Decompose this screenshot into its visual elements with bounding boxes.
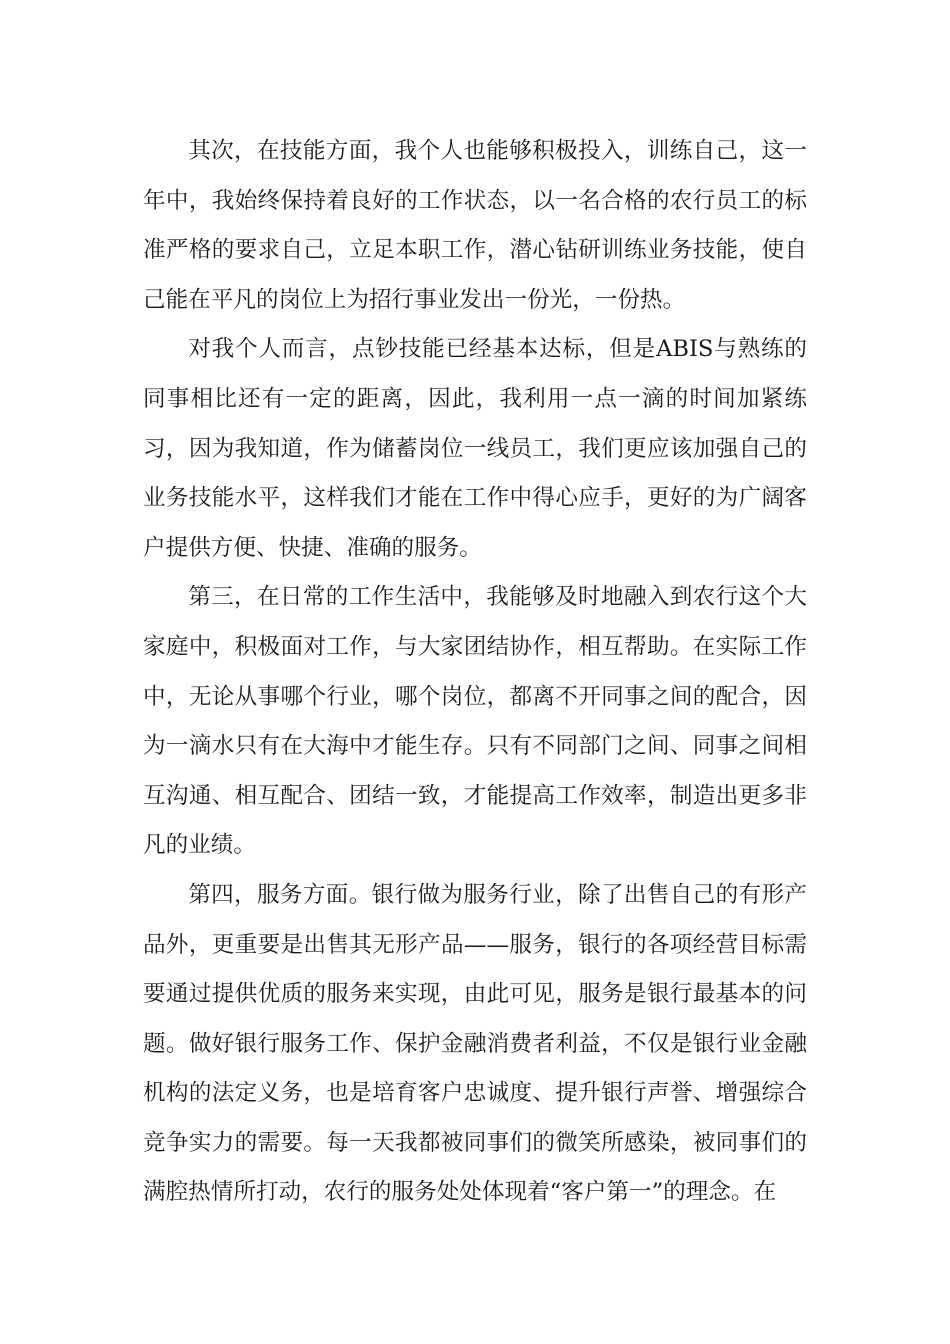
document-body [143, 127, 807, 1218]
paragraph-counting-skills: 对我个人而言，点钞技能已经基本达标，但是ABIS与熟练的同事相比还有一定的距离，因此，我利用一点一滴的时间加紧练习，因为我知道，作为储蓄岗位一线员工，我们更应该加强自己的业务技能水平，这样我们才能在工作中得心应手，更好的为广阔客户提供方便、快捷、准确的服务。 [143, 336, 807, 561]
paragraph-teamwork: 第三，在日常的工作生活中，我能够及时地融入到农行这个大家庭中，积极面对工作，与大家团结协作，相互帮助。在实际工作中，无论从事哪个行业，哪个岗位，都离不开同事之间的配合，因为一滴水只有在大海中才能生存。只有不同部门之间、同事之间相互沟通、相互配合、团结一致，才能提高工作效率，制造出更多非凡的业绩。 [143, 584, 807, 859]
paragraph-skills: 其次，在技能方面，我个人也能够积极投入，训练自己，这一年中，我始终保持着良好的工作状态，以一名合格的农行员工的标准严格的要求自己，立足本职工作，潜心钻研训练业务技能，使自己能在平凡的岗位上为招行事业发出一份光，一份热。 [143, 138, 807, 313]
paragraph-service: 第四，服务方面。银行做为服务行业，除了出售自己的有形产品外，更重要是出售其无形产品——服务，银行的各项经营目标需要通过提供优质的服务来实现，由此可见，服务是银行最基本的问题。做好银行服务工作、保护金融消费者利益，不仅是银行业金融机构的法定义务，也是培育客户忠诚度、提升银行声誉、增强综合竞争实力的需要。每一天我都被同事们的微笑所感染，被同事们的满腔热情所打动，农行的服务处处体现着“客户第一”的理念。在 [143, 881, 807, 1206]
